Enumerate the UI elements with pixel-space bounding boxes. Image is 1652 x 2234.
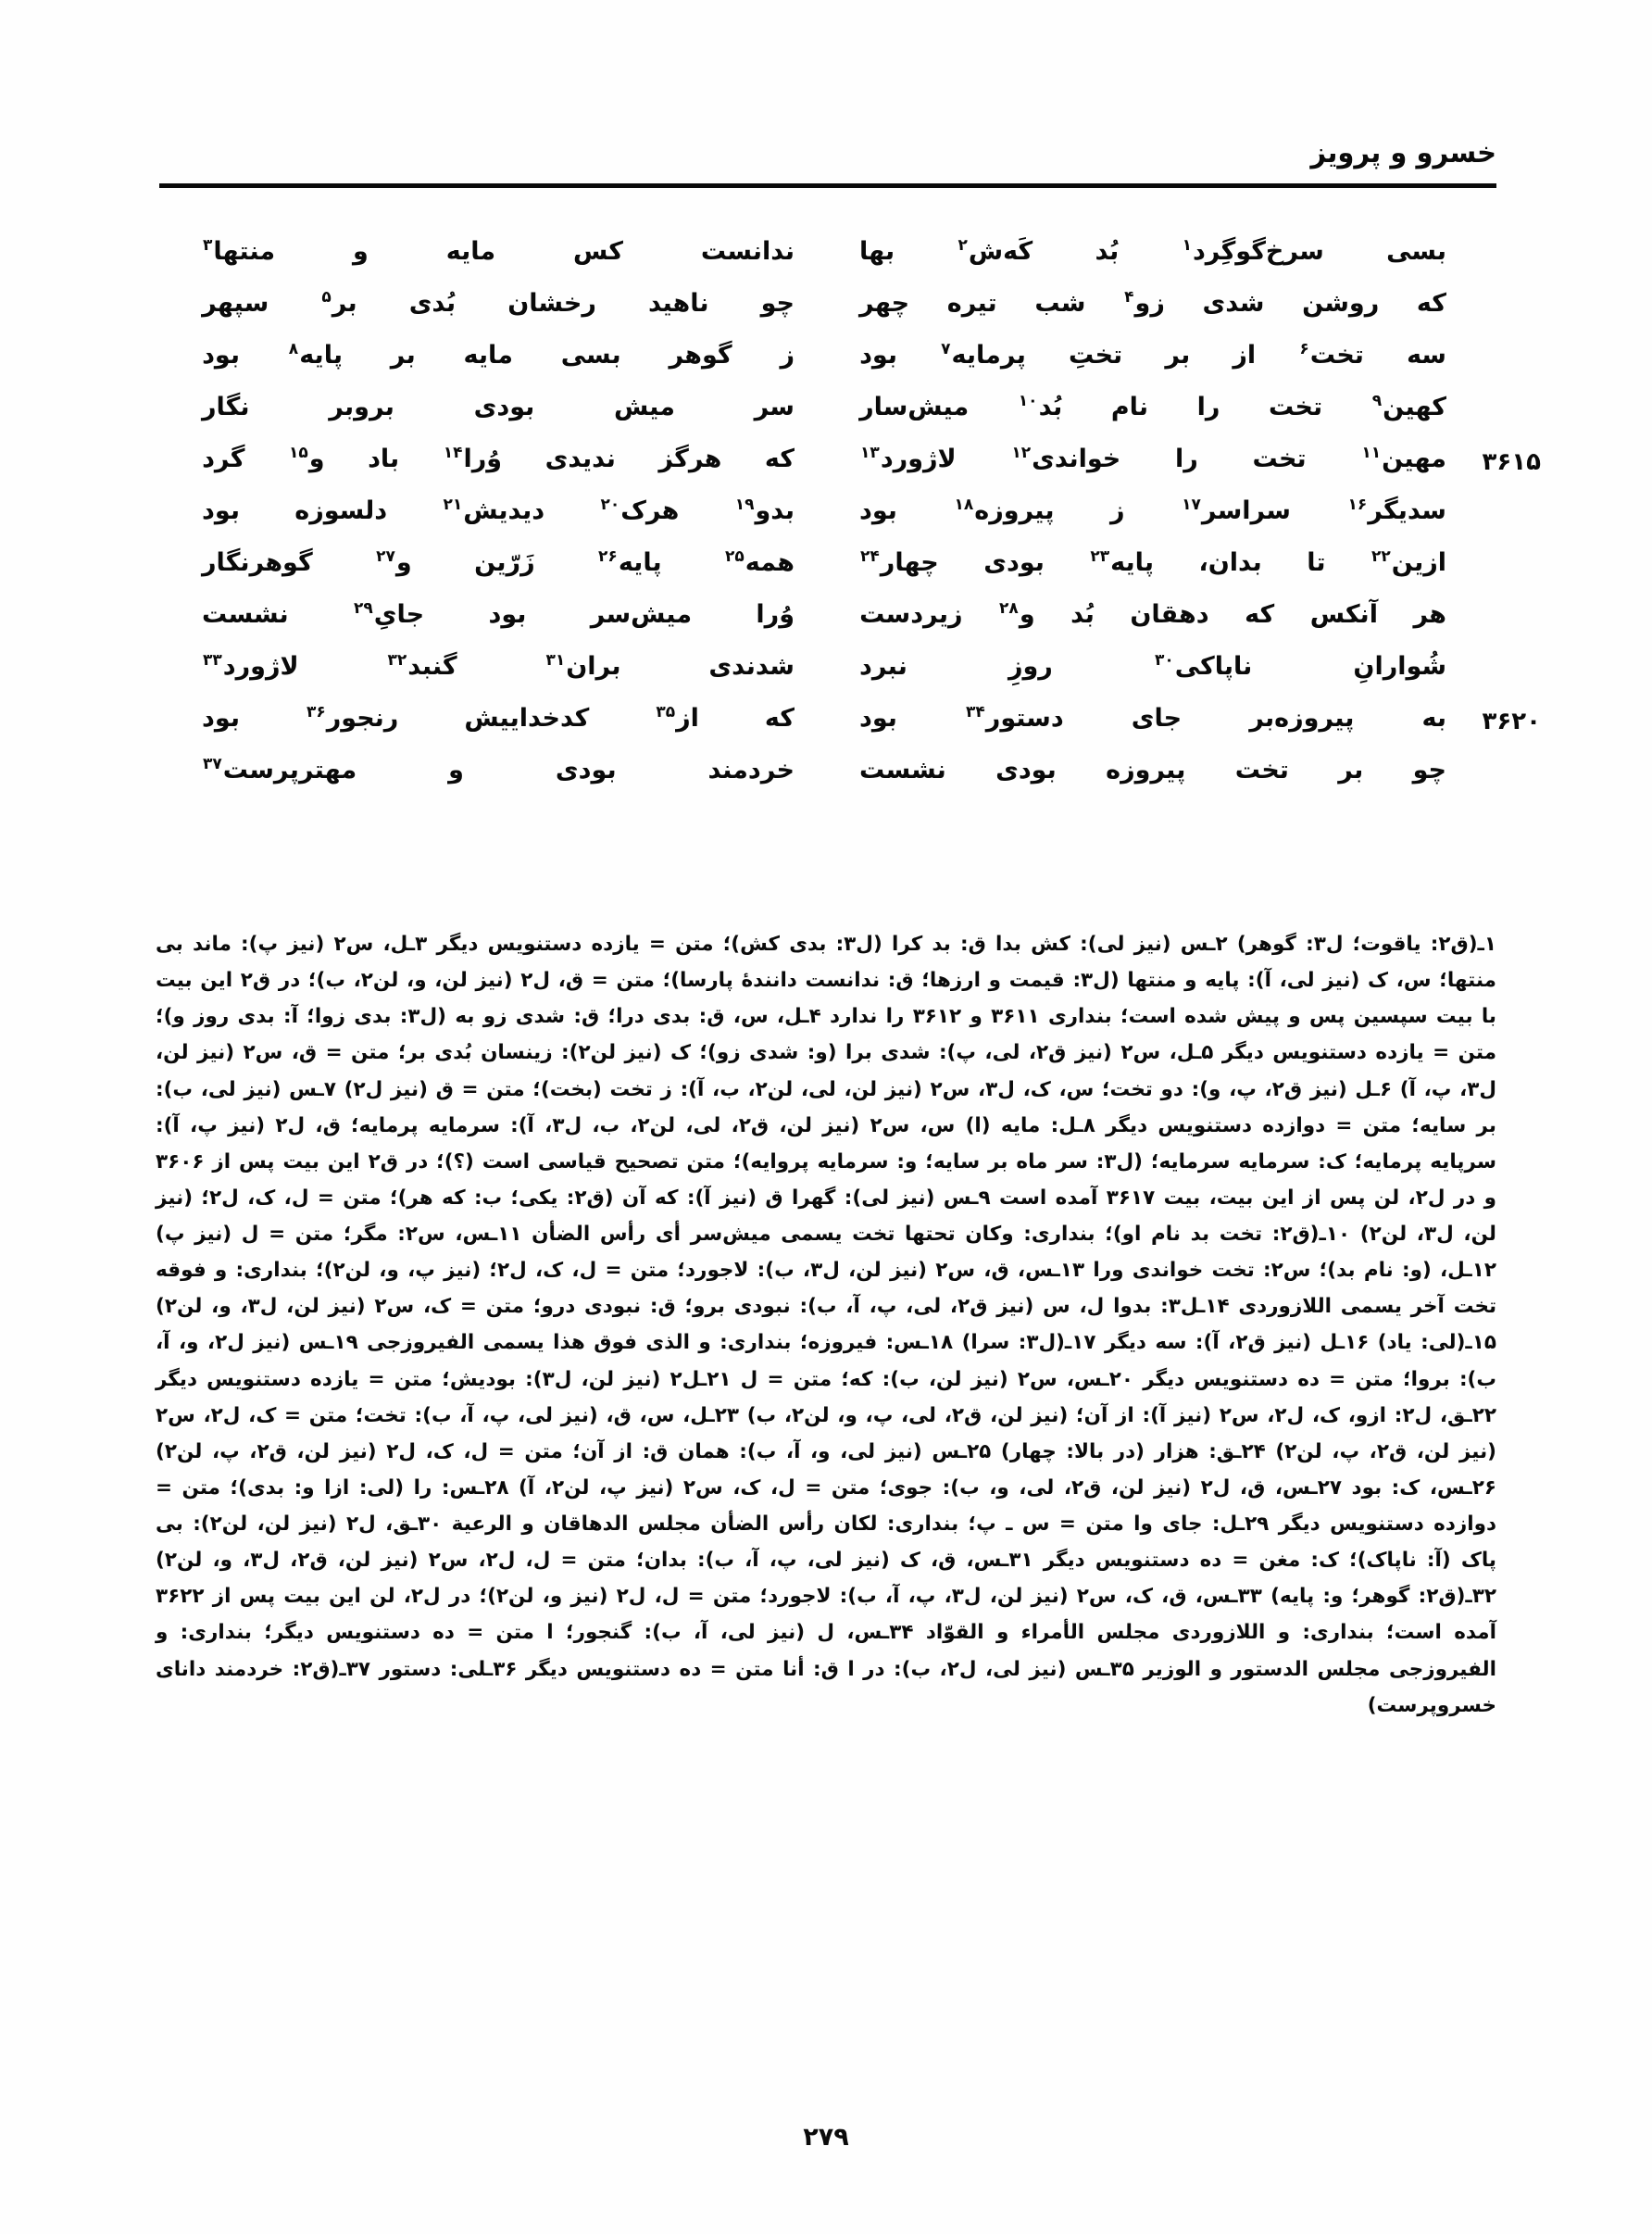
footnote-marker: ۷ <box>941 340 951 358</box>
verse-word: چهار$^{۲۴}$ <box>860 547 939 577</box>
verse-word: تیره <box>946 289 997 318</box>
verse-word: لاژورد$^{۱۳}$ <box>860 444 957 473</box>
verse-word: تخت <box>1268 393 1323 421</box>
verse-word: روشن <box>1302 289 1380 318</box>
verse-word: ز <box>780 341 795 370</box>
hemistich-left <box>181 600 826 630</box>
verse-word: بر <box>1165 341 1191 370</box>
footnote-marker: ۲۹ <box>354 599 373 618</box>
verse-word: بها <box>859 237 895 266</box>
page-number: ۲۷۹ <box>803 2123 849 2152</box>
verse-word: خردمند <box>707 756 795 784</box>
verse-word: تا <box>1307 548 1326 577</box>
verse-word: خواندی$^{۱۲}$ <box>1011 444 1121 473</box>
verse-word: شب <box>1034 289 1086 318</box>
hemistich-right <box>826 548 1471 578</box>
footnote-marker: ۱۲ <box>1011 444 1032 462</box>
verse-word: از <box>1233 341 1257 370</box>
verse-word: پیروزه <box>1106 756 1186 784</box>
verse-word: پرمایه$^۷$ <box>941 340 1026 370</box>
verse-word: نشست <box>202 600 289 629</box>
verse-word: ندیدی <box>544 445 616 473</box>
verse-word: بودی <box>983 548 1045 577</box>
verse-word: بُدی <box>408 289 457 318</box>
verse-word: بران$^{۳۱}$ <box>545 651 621 681</box>
verse-word: نبرد <box>859 652 907 681</box>
verse-word: میش‌سار <box>859 393 970 421</box>
footnote-marker: ۱۵ <box>288 444 308 462</box>
verse-word: سرخ‌گوگِرد$^۱$ <box>1182 236 1324 266</box>
verse-word: نشست <box>859 756 946 784</box>
verse-row <box>181 652 1471 704</box>
verse-row <box>181 237 1471 289</box>
verse-word: ازین$^{۲۲}$ <box>1371 547 1446 577</box>
verse-word: تختِ <box>1068 341 1123 370</box>
verse-word: بود <box>202 341 240 370</box>
footnote-marker: ۶ <box>1299 340 1309 358</box>
hemistich-right <box>826 445 1471 474</box>
hemistich-right <box>826 600 1471 630</box>
verse-word: میش‌سر <box>590 600 693 629</box>
verse-word: شدی <box>1202 289 1265 318</box>
hemistich-left <box>181 393 826 422</box>
verse-row <box>181 496 1471 548</box>
verse-word: و <box>353 237 369 266</box>
hemistich-right <box>826 289 1471 319</box>
verse-word: بسی <box>560 341 621 370</box>
footnote-marker: ۱۰ <box>1018 392 1038 410</box>
footnote-marker: ۱۹ <box>734 496 755 514</box>
footnote-marker: ۳۳ <box>203 651 222 670</box>
verse-word: بدو$^{۱۹}$ <box>734 496 795 525</box>
hemistich-left <box>181 289 826 319</box>
verse-word: پایه$^۸$ <box>288 340 343 370</box>
verse-word: دیدیش$^{۲۱}$ <box>443 496 545 525</box>
verse-word: جایِ$^{۲۹}$ <box>354 599 425 629</box>
verse-row <box>181 600 1471 652</box>
verse-word: زیردست <box>859 600 963 629</box>
verse-word: همه$^{۲۵}$ <box>725 547 795 577</box>
footnote-marker: ۱۷ <box>1182 496 1201 514</box>
verse-word: شُوارانِ <box>1353 652 1446 681</box>
verse-row <box>181 548 1471 600</box>
verse-word: نام <box>1110 393 1148 421</box>
verse-word: بود <box>202 496 240 525</box>
verse-row <box>181 341 1471 393</box>
verse-word: روزِ <box>1007 652 1053 681</box>
verse-word: کدخداییش <box>464 704 590 733</box>
verse-word: را <box>1196 393 1220 421</box>
verse-word: میش <box>614 393 675 421</box>
hemistich-left <box>181 237 826 267</box>
verse-word: وُرا$^{۱۴}$ <box>443 444 503 473</box>
verse-word: که <box>1245 600 1275 629</box>
verse-word: مایه <box>463 341 513 370</box>
hemistich-right <box>826 393 1471 422</box>
verse-line-number: ۳۶۲۰ <box>1482 708 1541 735</box>
verse-word: از$^{۳۵}$ <box>656 703 699 733</box>
footnote-marker: ۲۱ <box>443 496 463 514</box>
verse-word: بر <box>1338 756 1364 784</box>
verse-row <box>181 756 1471 808</box>
verse-word: بُد <box>1095 237 1120 266</box>
verse-word: پیروزه‌بر <box>1249 704 1355 733</box>
verse-word: مایه <box>445 237 496 266</box>
verse-word: گوهر <box>669 341 732 370</box>
hemistich-left <box>181 341 826 370</box>
verse-word: دلسوزه <box>294 496 388 525</box>
footnote-marker: ۲۳ <box>1090 547 1110 566</box>
verse-word: بر <box>390 341 416 370</box>
verse-word: نگار <box>202 393 250 421</box>
verse-word: سه <box>1407 341 1446 370</box>
verse-word: و$^{۱۵}$ <box>288 444 325 473</box>
footnote-marker: ۳۶ <box>306 703 326 722</box>
footnote-marker: ۲۷ <box>376 547 395 566</box>
verse-word: ندانست <box>700 237 795 266</box>
verse-word: بروبر <box>329 393 394 421</box>
footnote-marker: ۴ <box>1124 288 1134 307</box>
footnote-marker: ۲۵ <box>725 547 745 566</box>
verse-word: و$^{۲۸}$ <box>999 599 1035 629</box>
verse-word: زَرّین <box>474 548 535 577</box>
verse-word: باد <box>368 445 400 473</box>
hemistich-left <box>181 704 826 734</box>
verse-row <box>181 444 1541 496</box>
verse-word: بودی <box>995 756 1057 784</box>
verse-word: رنجور$^{۳۶}$ <box>306 703 399 733</box>
footnote-marker: ۳۴ <box>966 703 985 722</box>
hemistich-right <box>826 704 1471 734</box>
verse-word: مهترپرست$^{۳۷}$ <box>203 755 357 784</box>
hemistich-right <box>826 756 1471 785</box>
verse-word: گرد <box>202 445 245 473</box>
verse-word: رخشان <box>507 289 596 318</box>
verse-word: منتها$^۳$ <box>203 236 276 266</box>
footnote-marker: ۲ <box>957 236 968 255</box>
footnote-marker: ۲۲ <box>1371 547 1391 566</box>
verse-word: را <box>1174 445 1198 473</box>
verse-word: پیروزه$^{۱۸}$ <box>954 496 1055 525</box>
verse-block <box>181 236 1541 808</box>
footnote-marker: ۳۵ <box>656 703 676 722</box>
verse-word: لاژورد$^{۳۳}$ <box>203 651 299 681</box>
verse-word: بود <box>859 704 897 733</box>
footnote-marker: ۱۶ <box>1347 496 1368 514</box>
verse-word: بُد$^{۱۰}$ <box>1018 392 1063 421</box>
footnote-marker: ۲۶ <box>598 547 618 566</box>
verse-word: و$^{۲۷}$ <box>376 547 412 577</box>
footnote-marker: ۱ <box>1182 236 1192 255</box>
hemistich-right <box>826 496 1471 526</box>
textual-apparatus: ۱ـ(ق۲: یاقوت؛ ل۳: گوهر) ۲ـس (نیز لی): کش بدا ق: بد کرا (ل۳: بدی کش)؛ متن = یازده دستنویس دیگر ۳ـل، س۲ (نیز پ): ماند بی منتها؛ س، ک (نیز لی، آ): پایه و منتها (ل۳: قیمت و ارزها؛ ق: ندانست دانندهٔ پارسا)؛ متن = ق، ل۲ (نیز لن، و، لن۲، ب)؛ در ق۲ این بیت با بیت سپسین پس و پیش شده است؛ بنداری ۳۶۱۱ و ۳۶۱۲ را ندارد ۴ـل، س، ق: بدی درا؛ ق: شدی زو به (ل۳: بدی زوا؛ آ: بدی روز و)؛ متن = یازده دستنویس دیگر ۵ـل، س۲ (نیز ق۲، لی، پ): شدی برا (و: شدی زو)؛ ک (نیز لن۲): زینسان بُدی بر؛ متن = ق، س۲ (نیز لن، ل۳، پ، آ) ۶ـل (نیز ق۲، پ، و): دو تخت؛ س، ک، ل۳، س۲ (نیز لن، لی، لن۲، ب، آ): ز تخت (بخت)؛ متن = ق (نیز ل۲) ۷ـس (نیز لی، ب): بر سایه؛ متن = دوازده دستنویس دیگر ۸ـل: مایه (ا) س، س۲ (نیز لن، ق۲، لی، لن۲، ب، ل۳، آ): سرمایه پرمایه؛ ق، ل۲ (نیز پ، آ): سرپایه پرمایه؛ ک: سرمایه سرمایه؛ (ل۳: سر ماه بر سایه؛ و: سرمایه پروایه)؛ متن تصحیح قیاسی است (؟)؛ در ق۲ این بیت پس از ۳۶۰۶ و در ل۲، لن پس از این بیت، بیت ۳۶۱۷ آمده است ۹ـس (نیز لی): گهرا ق (نیز آ): که آن (ق۲: یکی؛ ب: که هر)؛ متن = ل، ک، ل۲؛ (نیز لن، ل۳، لن۲) ۱۰ـ(ق۲: تخت بد نام او)؛ بنداری: وکان تحتها تخت یسمی میش‌سر أی رأس الضأن ۱۱ـس، س۲: مگر؛ متن = ل (نیز پ) ۱۲ـل، (و: نام بد)؛ س۲: تخت خواندی ورا ۱۳ـس، ق، س۲ (نیز لن، ل۳، ب): لاجورد؛ متن = ل، ک، ل۲؛ (نیز پ، و، لن۲)؛ بنداری: و فوقه تخت آخر یسمی اللازوردی ۱۴ـل۳: بدوا ل، س (نیز ق۲، لی، پ، آ، ب): نبودی برو؛ ق: نبودی درو؛ متن = ک، س۲ (نیز لن، ل۳، و، لن۲) ۱۵ـ(لی: یاد) ۱۶ـل (نیز ق۲، آ): سه دیگر ۱۷ـ(ل۳: سرا) ۱۸ـس: فیروزه؛ بنداری: و الذی فوق هذا یسمی الفیروزجی ۱۹ـس (نیز ل۲، و، آ، ب): بروا؛ متن = ده دستنویس دیگر ۲۰ـس، س۲ (نیز لن، ب): که؛ متن = ل ۲۱ـل۲ (نیز لن، ل۳): بودیش؛ متن = یازده دستنویس دیگر ۲۲ـق، ل۲: ازو، ک، ل۲، س۲ (نیز آ): از آن؛ (نیز لن، ق۲، لی، پ، و، لن۲، ب) ۲۳ـل، س، ق، (نیز لی، پ، آ، ب): تخت؛ متن = ک، ل۲، س۲ (نیز لن، ق۲، پ، لن۲) ۲۴ـق: هزار (در بالا: چهار) ۲۵ـس (نیز لی، و، آ، ب): همان ق: از آن؛ متن = ل، ک، ل۲ (نیز لن، ق۲، پ، لن۲) ۲۶ـس، ک: بود ۲۷ـس، ق، ل۲ (نیز لن، ق۲، لی، و، ب): جوی؛ متن = ل، ک، س۲ (نیز پ، لن۲، آ) ۲۸ـس: را (لی: ازا و: بدی)؛ متن = دوازده دستنویس دیگر ۲۹ـل: جای وا متن = س ـ پ؛ بنداری: لکان رأس الضأن مجلس الدهاقان و الرعیة ۳۰ـق، ل۲ (نیز لن، لن۲): بی پاک (آ: ناپاک)؛ ک: مغن = ده دستنویس دیگر ۳۱ـس، ق، ک (نیز لی، پ، آ، ب): بدان؛ متن = ل، ل۲، س۲ (نیز لن، ق۲، ل۳، و، لن۲) ۳۲ـ(ق۲: گوهر؛ و: پایه) ۳۳ـس، ق، ک، س۲ (نیز لن، ل۳، پ، آ، ب): لاجورد؛ متن = ل، ل۲ (نیز و، لن۲)؛ در ل۲، لن این بیت پس از ۳۶۲۲ آمده است؛ بنداری: و اللازوردی مجلس الأمراء و القوّاد ۳۴ـس، ل (نیز لی، آ، ب): گنجور؛ ا متن = ده دستنویس دیگر؛ بنداری: و الفیروزجی مجلس الدستور و الوزیر ۳۵ـس (نیز لی، ل۲، ب): در ا ق: أنا متن = ده دستنویس دیگر ۳۶ـلی: دستور ۳۷ـ(ق۲: خردمند دانای خسروپرست) <box>156 933 1497 1717</box>
verse-word: چو <box>1412 756 1446 784</box>
verse-word: تخت$^۶$ <box>1299 340 1364 370</box>
verse-word: سراسر$^{۱۷}$ <box>1182 496 1291 525</box>
verse-word: بدان، <box>1198 548 1262 577</box>
footnote-marker: ۳۷ <box>203 755 222 773</box>
verse-word: دهقان <box>1130 600 1209 629</box>
verse-line-number: ۳۶۱۵ <box>1482 448 1541 476</box>
hemistich-left <box>181 548 826 578</box>
verse-word: ناپاکی$^{۳۰}$ <box>1154 651 1253 681</box>
verse-word: سر <box>754 393 795 421</box>
footnote-marker: ۹ <box>1371 392 1383 410</box>
verse-word: گنبد$^{۳۲}$ <box>387 651 457 681</box>
verse-word: چو <box>760 289 795 318</box>
verse-word: و <box>448 756 464 784</box>
footnote-marker: ۱۱ <box>1361 444 1382 462</box>
verse-word: به <box>1421 704 1446 733</box>
verse-word: بود <box>488 600 527 629</box>
verse-word: هرک$^{۲۰}$ <box>600 496 680 525</box>
verse-word: سپهر <box>202 289 269 318</box>
running-head-area <box>159 135 1496 198</box>
verse-word: بُد <box>1070 600 1095 629</box>
footnote-marker: ۲۴ <box>860 547 880 566</box>
verse-row <box>181 393 1471 445</box>
hemistich-left <box>181 445 826 474</box>
footnote-marker: ۸ <box>288 340 299 358</box>
verse-word: پایه$^{۲۳}$ <box>1090 547 1154 577</box>
footnote-marker: ۱۴ <box>443 444 463 462</box>
verse-word: تخت <box>1234 756 1289 784</box>
footnote-marker: ۳۲ <box>387 651 407 670</box>
verse-word: ناهید <box>647 289 709 318</box>
footnote-marker: ۳ <box>203 236 213 255</box>
verse-word: ز <box>1110 496 1125 525</box>
verse-word: بود <box>859 496 897 525</box>
footnote-marker: ۲۸ <box>999 599 1019 618</box>
verse-word: مهین$^{۱۱}$ <box>1361 444 1446 473</box>
verse-word: کَه‌ش$^۲$ <box>957 236 1033 266</box>
verse-word: سدیگر$^{۱۶}$ <box>1347 496 1446 525</box>
verse-word: کهین$^۹$ <box>1371 392 1446 421</box>
verse-row <box>181 289 1471 341</box>
footnote-marker: ۳۱ <box>545 651 566 670</box>
verse-word: هر <box>1413 600 1446 629</box>
footnote-marker: ۵ <box>321 288 332 307</box>
verse-word: که <box>1416 289 1446 318</box>
verse-word: گوهرنگار <box>202 548 313 577</box>
hemistich-left <box>181 496 826 526</box>
verse-row <box>181 703 1541 756</box>
verse-word: پایه$^{۲۶}$ <box>598 547 662 577</box>
verse-word: تخت <box>1252 445 1307 473</box>
verse-word: بودی <box>555 756 617 784</box>
hemistich-left <box>181 756 826 785</box>
verse-word: دستور$^{۳۴}$ <box>966 703 1064 733</box>
footnote-marker: ۱۳ <box>860 444 880 462</box>
footnote-marker: ۲۰ <box>600 496 620 514</box>
footnote-marker: ۳۰ <box>1154 651 1174 670</box>
footnote-marker: ۱۸ <box>954 496 974 514</box>
verse-word: که <box>764 704 795 733</box>
verse-word: شدندی <box>708 652 795 681</box>
hemistich-right <box>826 341 1471 370</box>
verse-word: آنکس <box>1309 600 1378 629</box>
hemistich-left <box>181 652 826 682</box>
verse-word: هرگز <box>658 445 722 473</box>
verse-word: بود <box>859 341 897 370</box>
verse-word: زو$^۴$ <box>1124 288 1165 318</box>
header-rule <box>159 183 1496 188</box>
hemistich-right <box>826 652 1471 682</box>
verse-word: که <box>764 445 795 473</box>
verse-word: وُرا <box>756 600 795 629</box>
verse-word: بر$^۵$ <box>321 288 357 318</box>
hemistich-right <box>826 237 1471 267</box>
verse-word: بودی <box>473 393 535 421</box>
verse-word: کس <box>573 237 623 266</box>
verse-word: بسی <box>1386 237 1446 266</box>
running-head-title: خسرو و پرویز <box>1310 135 1496 169</box>
verse-word: بود <box>202 704 240 733</box>
verse-word: چهر <box>859 289 910 318</box>
verse-word: جای <box>1131 704 1183 733</box>
